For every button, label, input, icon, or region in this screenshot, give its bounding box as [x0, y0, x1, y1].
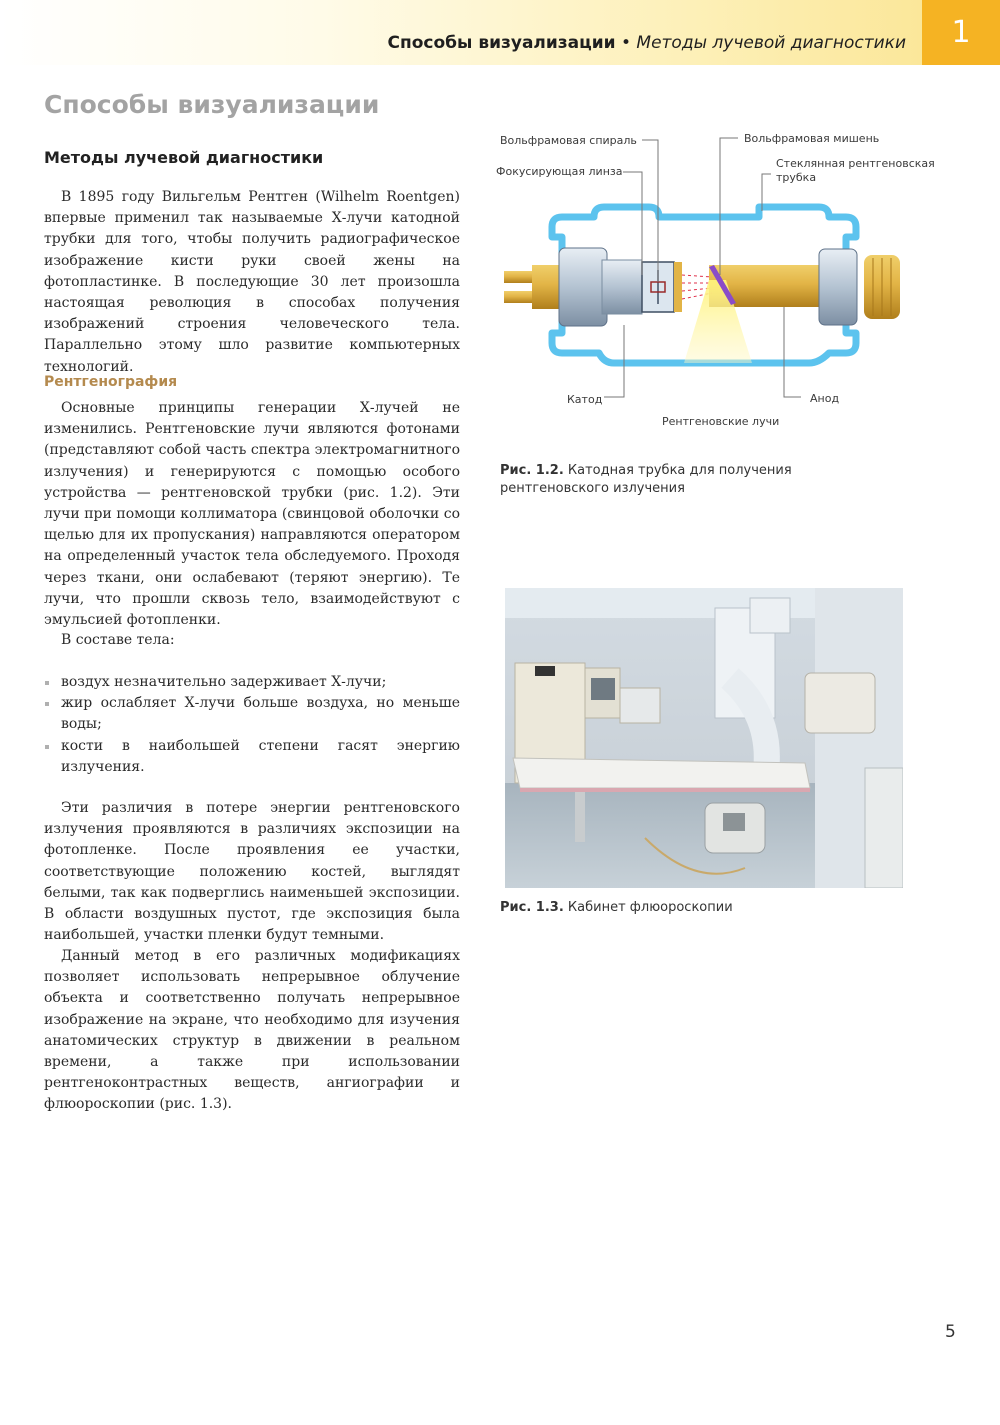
- fluoroscopy-paragraph: Данный метод в его различных модификациях позволяет использовать непрерывное облучение объекта и соответственно получать непрерывное изображение на экране, что необходимо для изучения анатомических структур в движении в реальном времени, а также при использовании рентгеноконтрастных веществ, ангиографии и флюороскопии (рис. 1.3).: [44, 948, 460, 1113]
- cathode-cylinder: [602, 260, 642, 314]
- header-section-title: Способы визуализации: [387, 33, 616, 53]
- label-glass-tube-line2: трубка: [776, 171, 817, 184]
- label-xrays: Рентгеновские лучи: [662, 415, 780, 428]
- list-item: жир ослабляет Х-лучи больше воздуха, но меньше воды;: [44, 693, 460, 735]
- chapter-number-badge: 1: [922, 0, 1000, 65]
- section-subheading: Методы лучевой диагностики: [44, 148, 324, 167]
- label-focusing-lens: Фокусирующая линза: [496, 165, 623, 178]
- cathode-cup: [674, 262, 682, 312]
- cathode-base: [532, 265, 562, 309]
- intro-paragraph: В 1895 году Вильгельм Рентген (Wilhelm Roentgen) впервые применил так называемые Х-лучи катодной трубки для того, чтобы получить радиографическое изображение кисти руки своей жены на фотопластинке. В последующие 30 лет произошла настоящая революция в способах получения изображений строения человеческого тела. Параллельно этому шло развитие компьютерных технологий.: [44, 189, 460, 375]
- label-cathode: Катод: [567, 393, 603, 406]
- radiography-heading: Рентгенография: [44, 374, 178, 390]
- body-composition-intro: В составе тела:: [61, 632, 175, 648]
- cathode-pin: [504, 271, 534, 283]
- label-anode: Анод: [810, 392, 840, 405]
- cathode-pin: [504, 291, 534, 303]
- page-title: Способы визуализации: [44, 90, 380, 119]
- label-tungsten-spiral: Вольфрамовая спираль: [500, 134, 637, 147]
- xray-tube-diagram: [494, 125, 944, 435]
- header-subsection-title: Методы лучевой диагностики: [636, 33, 906, 53]
- page-number: 5: [945, 1322, 956, 1342]
- tissue-list: [44, 672, 460, 778]
- figure-1-3-text: Кабинет флюороскопии: [563, 900, 733, 915]
- list-item: кости в наибольшей степени гасят энергию излучения.: [44, 736, 460, 778]
- figure-1-2-text: Катодная трубка для получения рентгеновского излучения: [500, 463, 792, 496]
- figure-1-2-caption: [500, 462, 880, 498]
- anode-housing: [819, 249, 857, 325]
- header-separator: •: [615, 33, 637, 53]
- figure-1-3-caption: [500, 899, 920, 917]
- running-header-title: [388, 33, 907, 53]
- list-item: воздух незначительно задерживает Х-лучи;: [44, 672, 460, 693]
- differences-paragraph: Эти различия в потере энергии рентгеновского излучения проявляются в различиях экспозиции на фотопленке. После проявления ее участки, соответствующие положению костей, выглядят белыми, так как подверглись наименьшей экспозиции. В области воздушных пустот, где экспозиция была наибольшей, участки пленки будут темными.: [44, 800, 460, 944]
- figure-1-3-number: Рис. 1.3.: [500, 900, 564, 915]
- label-glass-tube-line1: Стеклянная рентгеновская: [776, 157, 935, 170]
- principles-paragraph: Основные принципы генерации Х-лучей не изменились. Рентгеновские лучи являются фотонами (представляют собой часть спектра электромагнитного излучения) и генерируются с помощью особого устройства — рентгеновской трубки (рис. 1.2). Эти лучи при помощи коллиматора (свинцовой оболочки со щелью для их пропускания) направляются оператором на определенный участок тела обследуемого. Проходя через ткани, они ослабевают (теряют энергию). Те лучи, что прошли сквозь тело, взаимодействуют с эмульсией фотопленки.: [44, 400, 460, 629]
- cathode-housing: [559, 248, 607, 326]
- label-tungsten-target: Вольфрамовая мишень: [744, 132, 880, 145]
- figure-1-2-number: Рис. 1.2.: [500, 463, 564, 478]
- fluoroscopy-room-photo: [505, 588, 903, 888]
